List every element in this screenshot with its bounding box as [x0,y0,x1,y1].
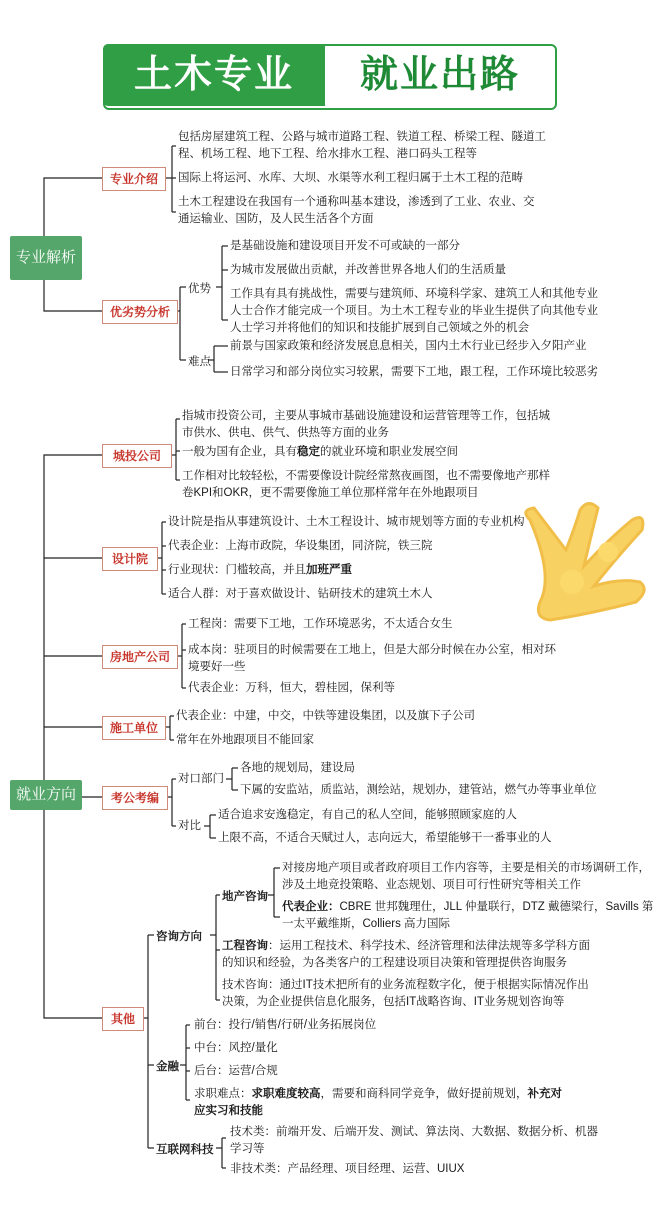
tag-other: 其他 [102,1007,144,1031]
tag-city-investment: 城投公司 [102,444,172,468]
design-line-2: 代表企业：上海市政院，华设集团，同济院，铁三院 [168,540,433,552]
internet-label: 互联网科技 [156,1144,214,1156]
cons-line-2: 日常学习和部分岗位实习较累，需要下工地，跟工程，工作环境比较恶劣 [230,366,598,378]
finance-difficulty-line-1: 求职难点：求职难度较高，需要和商科同学竞争，做好提前规划，补充对 [194,1088,562,1100]
chengtou-line-2: 市供水、供电、供气、供热等方面的业务 [182,427,389,439]
pros-label: 优势 [188,283,211,295]
chengtou-line-3: 一般为国有企业，具有稳定的就业环境和职业发展空间 [182,446,458,458]
civil-cmp-1: 适合追求安逸稳定，有自己的私人空间，能够照顾家庭的人 [218,809,517,821]
intro-line-4: 土木工程建设在我国有一个通称叫基本建设，渗透到了工业、农业、交 [178,196,535,208]
civil-dept-1: 各地的规划局，建设局 [240,762,355,774]
construction-line-2: 常年在外地跟项目不能回家 [176,734,314,746]
title-part1: 土木专业 [133,54,294,96]
tag-construction: 施工单位 [102,716,166,740]
civil-cmp-2: 上限不高，不适合天赋过人，志向远大，希望能够干一番事业的人 [218,832,552,844]
internet-nontech: 非技术类：产品经理、项目经理、运营、UIUX [230,1163,465,1175]
chengtou-line-1: 指城市投资公司，主要从事城市基础设施建设和运营管理等工作，包括城 [182,410,550,422]
tag-major-intro: 专业介绍 [102,167,166,191]
consult-re-line-3: 代表企业：CBRE 世邦魏理仕，JLL 仲量联行，DTZ 戴德梁行，Savills 第 [282,901,654,913]
civil-dept-label: 对口部门 [178,773,224,785]
civil-cmp-label: 对比 [178,820,201,832]
consult-eng-line-1: 工程咨询：运用工程技术、科学技术、经济管理和法律法规等多学科方面 [222,940,590,952]
internet-tech-line-2: 学习等 [230,1143,265,1155]
internet-tech-line-1: 技术类：前端开发、后端开发、测试、算法岗、大数据、数据分析、机器 [230,1126,598,1138]
consult-tech-line-1: 技术咨询：通过IT技术把所有的业务流程数字化，便于根据实际情况作出 [222,979,589,991]
finance-middle: 中台：风控/量化 [194,1042,278,1054]
chengtou-line-5: 卷KPI和OKR，更不需要像施工单位那样常年在外地跟项目 [182,487,479,499]
design-line-4: 适合人群：对于喜欢做设计、钻研技术的建筑土木人 [168,588,433,600]
design-line-1: 设计院是指从事建筑设计、土木工程设计、城市规划等方面的专业机构 [168,516,525,528]
chengtou-line-4: 工作相对比较轻松，不需要像设计院经常熬夜画图，也不需要像地产那样 [182,470,550,482]
civil-dept-2: 下属的安监站，质监站，测绘站，规划办，建管站，燃气办等事业单位 [240,784,597,796]
pros-line-1: 是基础设施和建设项目开发不可或缺的一部分 [230,240,460,252]
finance-front: 前台：投行/销售/行研/业务拓展岗位 [194,1019,377,1031]
intro-line-1: 包括房屋建筑工程、公路与城市道路工程、铁道工程、桥梁工程、隧道工 [178,131,546,143]
pros-line-4: 人士合作才能完成一个项目。为土木工程专业的毕业生提供了向其他专业 [230,305,598,317]
realestate-line-3: 代表企业：万科，恒大，碧桂园，保利等 [188,682,395,694]
consult-realestate-label: 地产咨询 [222,891,268,903]
cons-label: 难点 [188,356,211,368]
realestate-line-1: 工程岗：需要下工地，工作环境恶劣，不太适合女生 [188,618,453,630]
finance-back: 后台：运营/合规 [194,1065,278,1077]
pros-line-5: 人士学习并将他们的知识和技能扩展到自己领域之外的机会 [230,322,529,334]
consult-eng-line-2: 的知识和经验，为各类客户的工程建设项目决策和管理提供咨询服务 [222,957,567,969]
finance-label: 金融 [156,1061,179,1073]
intro-line-3: 国际上将运河、水库、大坝、水渠等水利工程归属于土木工程的范畴 [178,172,523,184]
tag-real-estate: 房地产公司 [102,645,178,669]
watermark-logo-icon [510,490,658,640]
pros-line-2: 为城市发展做出贡献，并改善世界各地人们的生活质量 [230,264,506,276]
intro-line-5: 通运输业、国防，及人民生活各个方面 [178,213,374,225]
consult-tech-line-2: 决策，为企业提供信息化服务，包括IT战略咨询、IT业务规划咨询等 [222,996,565,1008]
tag-pros-cons: 优劣势分析 [102,300,178,324]
finance-difficulty-line-2: 应实习和技能 [194,1105,263,1117]
pros-line-3: 工作具有具有挑战性，需要与建筑师、环境科学家、建筑工人和其他专业 [230,288,598,300]
cons-line-1: 前景与国家政策和经济发展息息相关，国内土木行业已经步入夕阳产业 [230,340,587,352]
realestate-line-2b: 境要好一些 [188,661,246,673]
consult-re-line-1: 对接房地产项目或者政府项目工作内容等，主要是相关的市场调研工作， [282,862,650,874]
construction-line-1: 代表企业：中建，中交，中铁等建设集团，以及旗下子公司 [176,710,475,722]
root-major-analysis: 专业解析 [10,236,82,280]
consult-re-line-4: 一太平戴维斯，Colliers 高力国际 [282,918,451,930]
consult-label: 咨询方向 [156,931,202,943]
tag-design-institute: 设计院 [102,547,158,571]
realestate-line-2: 成本岗：驻项目的时候需要在工地上，但是大部分时候在办公室，相对环 [188,644,556,656]
intro-line-2: 程、机场工程、地下工程、给水排水工程、港口码头工程等 [178,148,477,160]
tag-civil-service: 考公考编 [102,786,168,810]
design-line-3: 行业现状：门槛较高，并且加班严重 [168,564,352,576]
consult-re-line-2: 涉及土地竞投策略、业态规划、项目可行性研究等相关工作 [282,879,581,891]
title-part2: 就业出路 [359,54,520,96]
root-career-direction: 就业方向 [10,780,82,810]
